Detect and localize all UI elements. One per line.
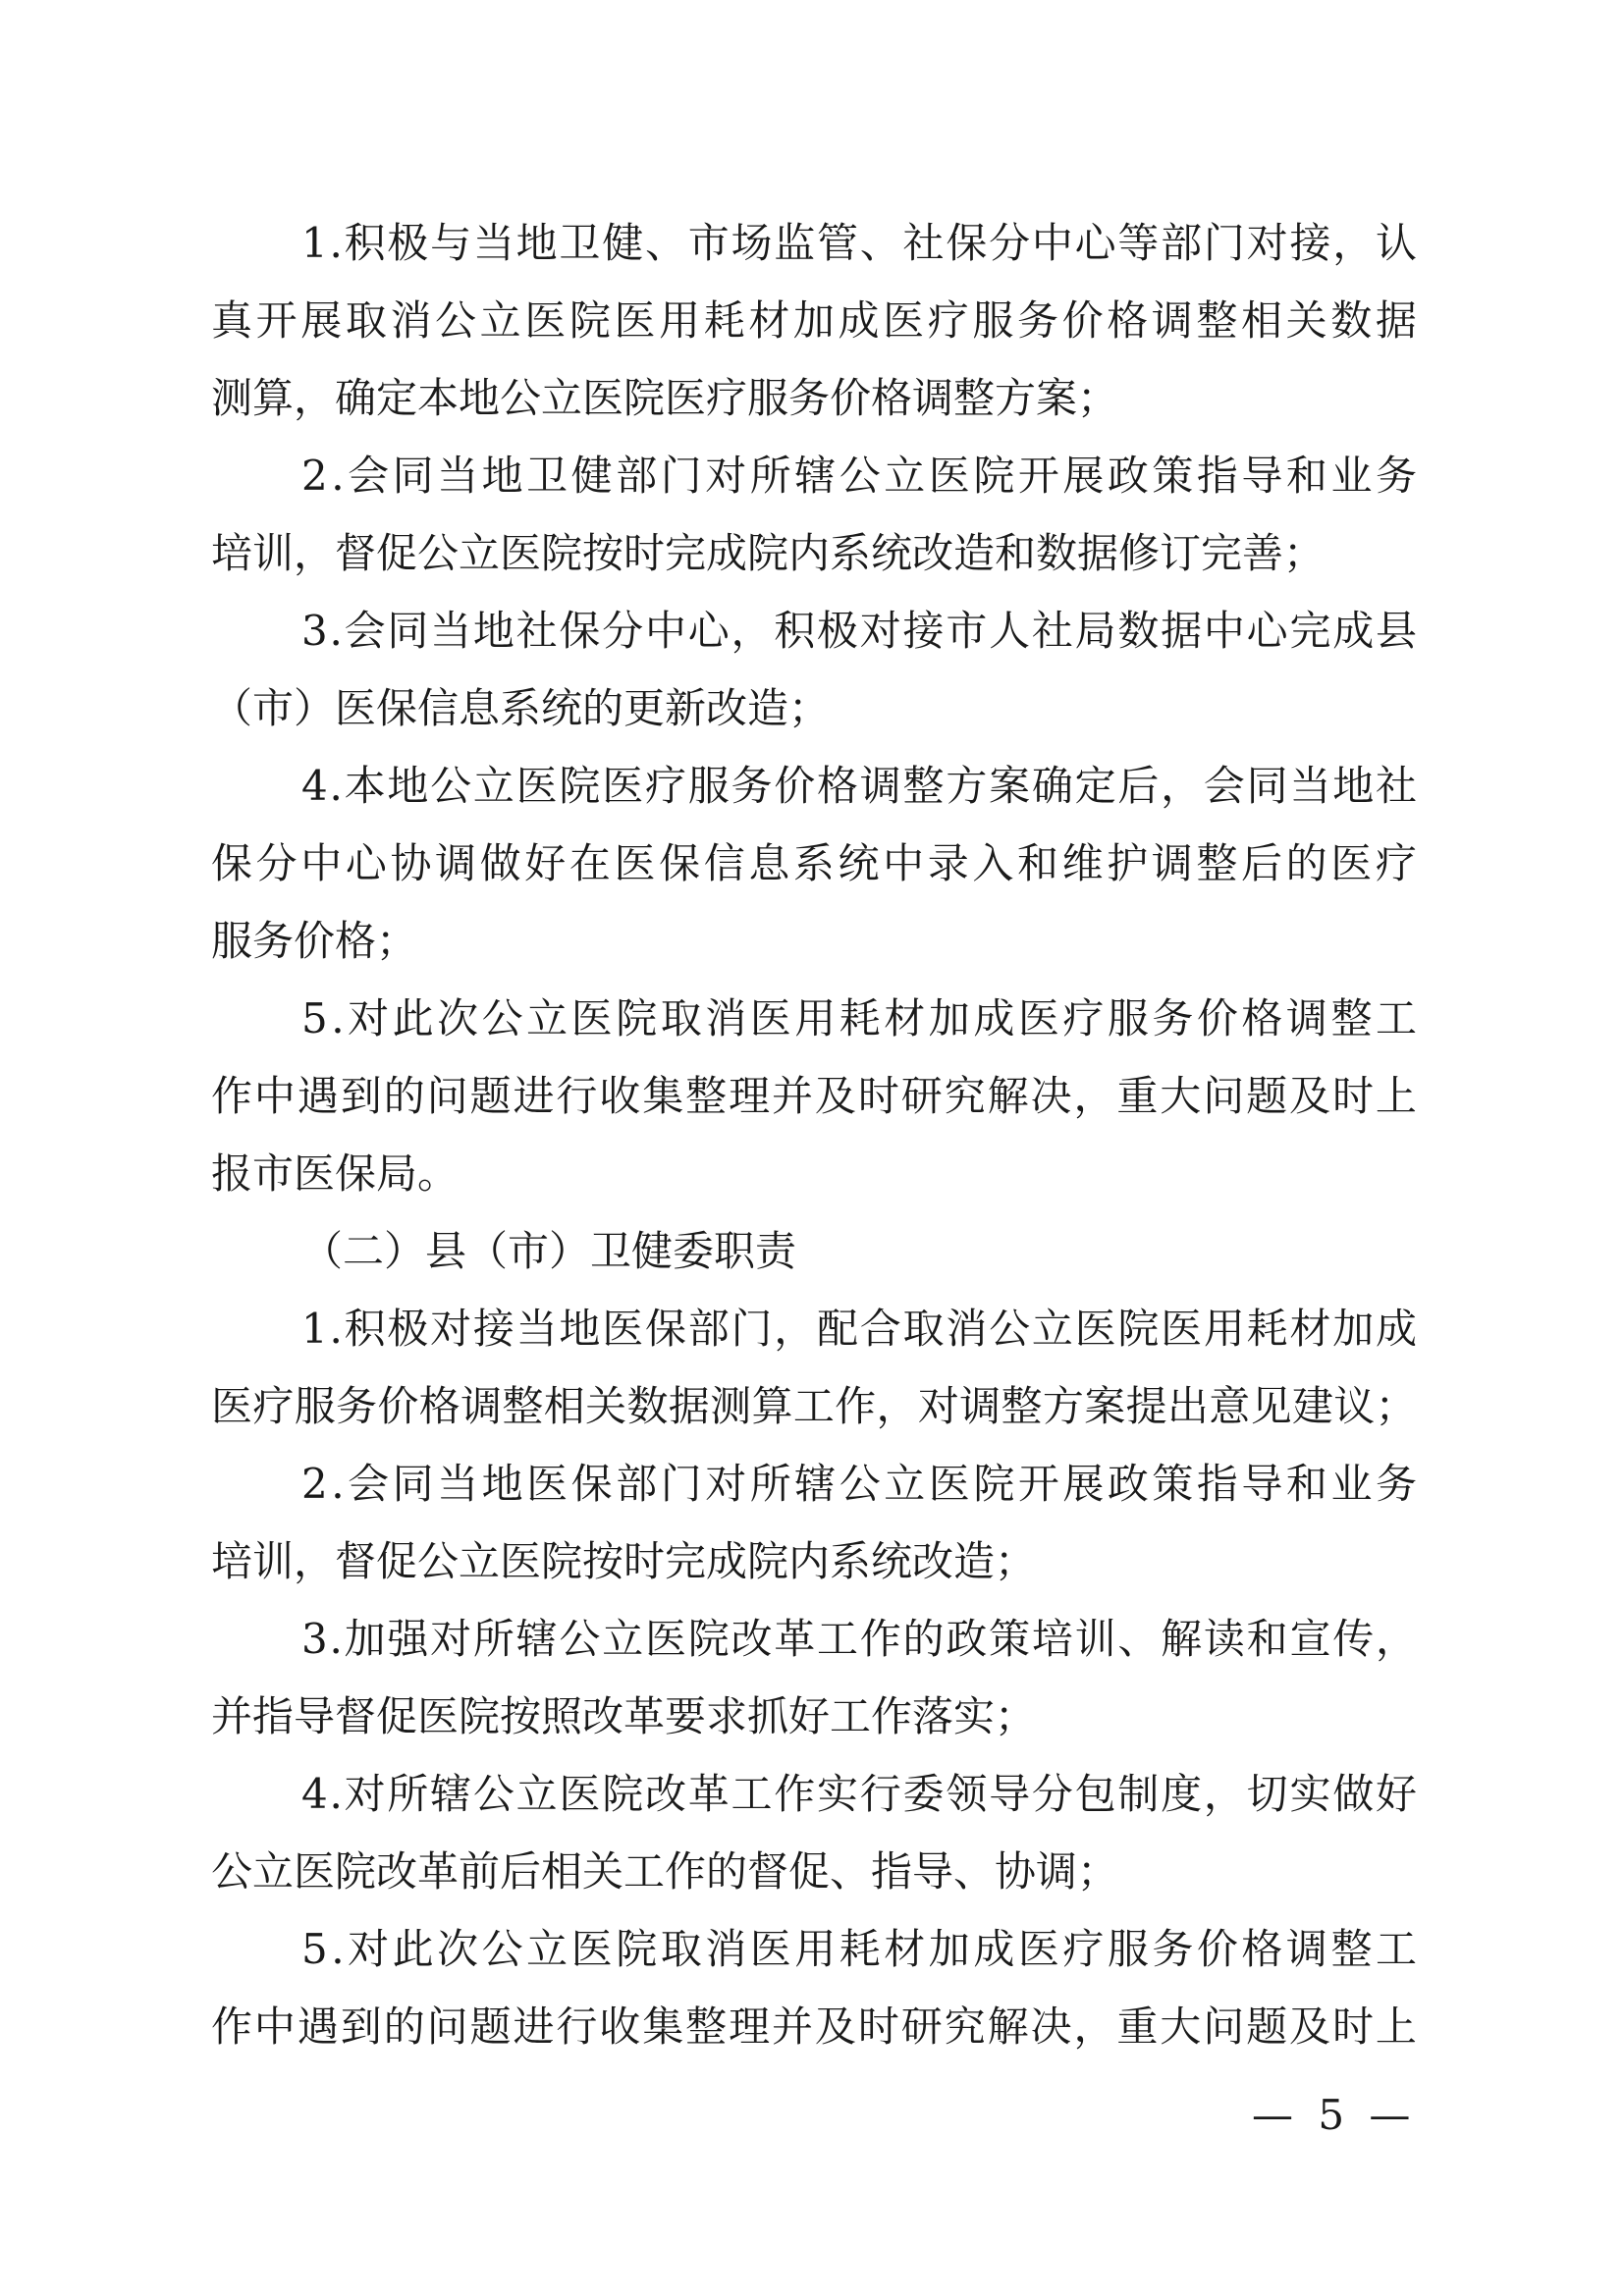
paragraph-line: （市）医保信息系统的更新改造； <box>211 684 831 732</box>
paragraph-line: 3 . 会 同 当 地 社 保 分 中 心 ， 积 极 对 接 市 人 社 局 数 据 中 心 完 成 县 <box>301 607 1417 655</box>
paragraph-line: 1 . 积 极 对 接 当 地 医 保 部 门 ， 配 合 取 消 公 立 医 院 医 用 耗 材 加 成 <box>301 1305 1417 1353</box>
paragraph-line: 4 . 对 所 辖 公 立 医 院 改 革 工 作 实 行 委 领 导 分 包 制 度 ， 切 实 做 好 <box>301 1770 1417 1818</box>
paragraph-line: 真 开 展 取 消 公 立 医 院 医 用 耗 材 加 成 医 疗 服 务 价 格 调 整 相 关 数 据 <box>211 296 1417 345</box>
paragraph-line: 3 . 加 强 对 所 辖 公 立 医 院 改 革 工 作 的 政 策 培 训 、 解 读 和 宣 传 ， <box>301 1615 1417 1663</box>
page-number: — 5 — <box>1252 2091 1417 2139</box>
paragraph-line: 保 分 中 心 协 调 做 好 在 医 保 信 息 系 统 中 录 入 和 维 护 调 整 后 的 医 疗 <box>211 839 1417 887</box>
paragraph-line: 医 疗 服 务 价 格 调 整 相 关 数 据 测 算 工 作 ， 对 调 整 方 案 提 出 意 见 建 议 ； <box>211 1382 1417 1430</box>
paragraph-line: 2 . 会 同 当 地 医 保 部 门 对 所 辖 公 立 医 院 开 展 政 策 指 导 和 业 务 <box>301 1460 1417 1508</box>
paragraph-line: 公立医院改革前后相关工作的督促、指导、协调； <box>211 1847 1119 1896</box>
document-body <box>211 204 1417 2065</box>
section-heading: （二）县（市）卫健委职责 <box>301 1227 797 1275</box>
paragraph-line: 报市医保局。 <box>211 1149 460 1198</box>
paragraph-line: 1 . 积 极 与 当 地 卫 健 、 市 场 监 管 、 社 保 分 中 心 等 部 门 对 接 ， 认 <box>301 219 1417 267</box>
paragraph-line: 培训，督促公立医院按时完成院内系统改造； <box>211 1537 1037 1585</box>
paragraph-line: 4 . 本 地 公 立 医 院 医 疗 服 务 价 格 调 整 方 案 确 定 后 ， 会 同 当 地 社 <box>301 762 1417 810</box>
paragraph-line: 服务价格； <box>211 917 418 965</box>
paragraph-line: 测算，确定本地公立医院医疗服务价格调整方案； <box>211 374 1119 422</box>
paragraph-line: 作 中 遇 到 的 问 题 进 行 收 集 整 理 并 及 时 研 究 解 决 ， 重 大 问 题 及 时 上 <box>211 1072 1417 1120</box>
paragraph-line: 并指导督促医院按照改革要求抓好工作落实； <box>211 1692 1037 1740</box>
paragraph-line: 5 . 对 此 次 公 立 医 院 取 消 医 用 耗 材 加 成 医 疗 服 务 价 格 调 整 工 <box>301 994 1417 1042</box>
paragraph-line: 培训，督促公立医院按时完成院内系统改造和数据修订完善； <box>211 529 1326 577</box>
paragraph-line: 作 中 遇 到 的 问 题 进 行 收 集 整 理 并 及 时 研 究 解 决 ， 重 大 问 题 及 时 上 <box>211 2002 1417 2051</box>
paragraph-line: 2 . 会 同 当 地 卫 健 部 门 对 所 辖 公 立 医 院 开 展 政 策 指 导 和 业 务 <box>301 452 1417 500</box>
paragraph-line: 5 . 对 此 次 公 立 医 院 取 消 医 用 耗 材 加 成 医 疗 服 务 价 格 调 整 工 <box>301 1925 1417 1973</box>
